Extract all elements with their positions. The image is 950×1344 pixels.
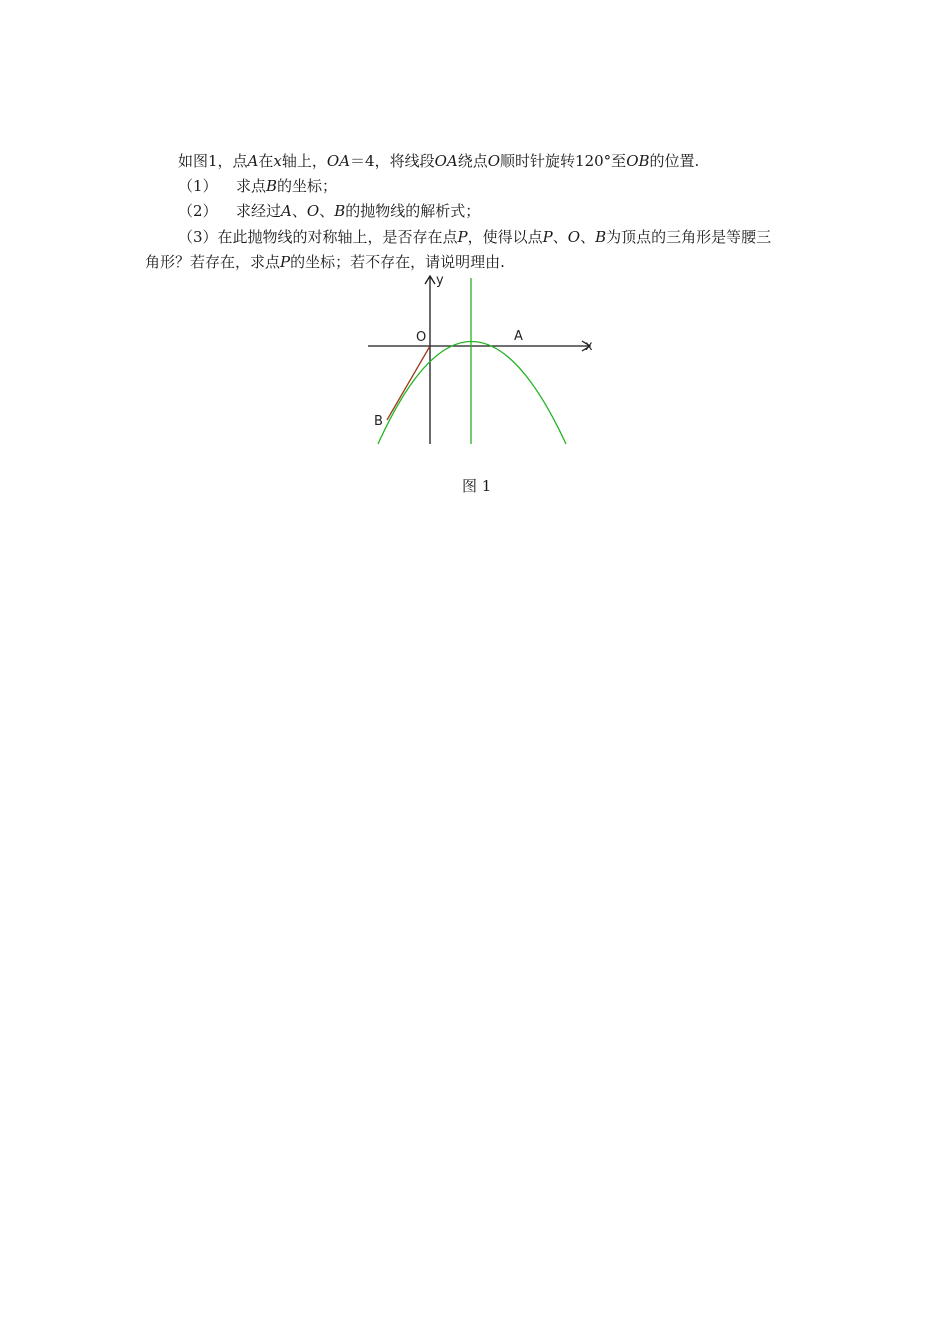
question-number: （2） — [178, 202, 218, 220]
text-span: 轴上， — [281, 152, 327, 170]
label-O: O — [416, 330, 427, 345]
segment-OB — [387, 346, 430, 420]
text-span: 求经过 — [236, 202, 282, 220]
text-span: 的坐标； — [277, 177, 338, 195]
text-span: 角形？若存在，求点 — [145, 253, 281, 271]
text-span: 求点 — [236, 177, 267, 195]
label-B: B — [374, 414, 383, 429]
figure-1 — [360, 270, 600, 454]
text-span: 、 — [580, 228, 596, 246]
text-span: 为顶点的三角形是等腰三 — [606, 228, 772, 246]
label-A: A — [514, 329, 523, 344]
text-span: ，使得以点 — [467, 228, 543, 246]
text-span: 、 — [319, 202, 335, 220]
text-span: 、 — [291, 202, 307, 220]
text-span: 顺时针旋转120°至 — [500, 152, 627, 170]
question-3-continued — [145, 252, 505, 272]
var-x: x — [273, 152, 282, 170]
text-span: 绕点 — [457, 152, 488, 170]
var-A: A — [247, 152, 259, 170]
var-B: B — [595, 228, 607, 246]
var-O: O — [487, 152, 501, 170]
question-3 — [178, 227, 771, 247]
question-number: （1） — [178, 177, 218, 195]
parabola-diagram — [360, 270, 600, 450]
text-span: 的抛物线的解析式； — [345, 202, 481, 220]
label-x: x — [585, 339, 593, 354]
text-span: 、 — [552, 228, 568, 246]
text-span: 如图1，点 — [178, 152, 248, 170]
text-span: ＝4，将线段 — [350, 152, 435, 170]
var-O: O — [567, 228, 581, 246]
figure-caption: 图 1 — [462, 477, 492, 495]
text-span: （3）在此抛物线的对称轴上，是否存在点 — [178, 228, 458, 246]
parabola-curve — [378, 342, 566, 445]
text-span: 的位置. — [649, 152, 700, 170]
var-B: B — [266, 177, 278, 195]
label-y: y — [436, 273, 444, 288]
var-P: P — [542, 228, 553, 246]
problem-statement — [178, 151, 699, 171]
question-1 — [178, 176, 337, 196]
var-P: P — [280, 253, 291, 271]
var-OA: OA — [434, 152, 458, 170]
var-A: A — [281, 202, 292, 220]
var-OA: OA — [326, 152, 351, 170]
text-span: 在 — [258, 152, 274, 170]
var-P: P — [457, 228, 468, 246]
question-2 — [178, 201, 480, 221]
text-span: 的坐标；若不存在，请说明理由. — [290, 253, 505, 271]
var-OB: OB — [626, 152, 650, 170]
var-B: B — [334, 202, 346, 220]
var-O: O — [306, 202, 320, 220]
